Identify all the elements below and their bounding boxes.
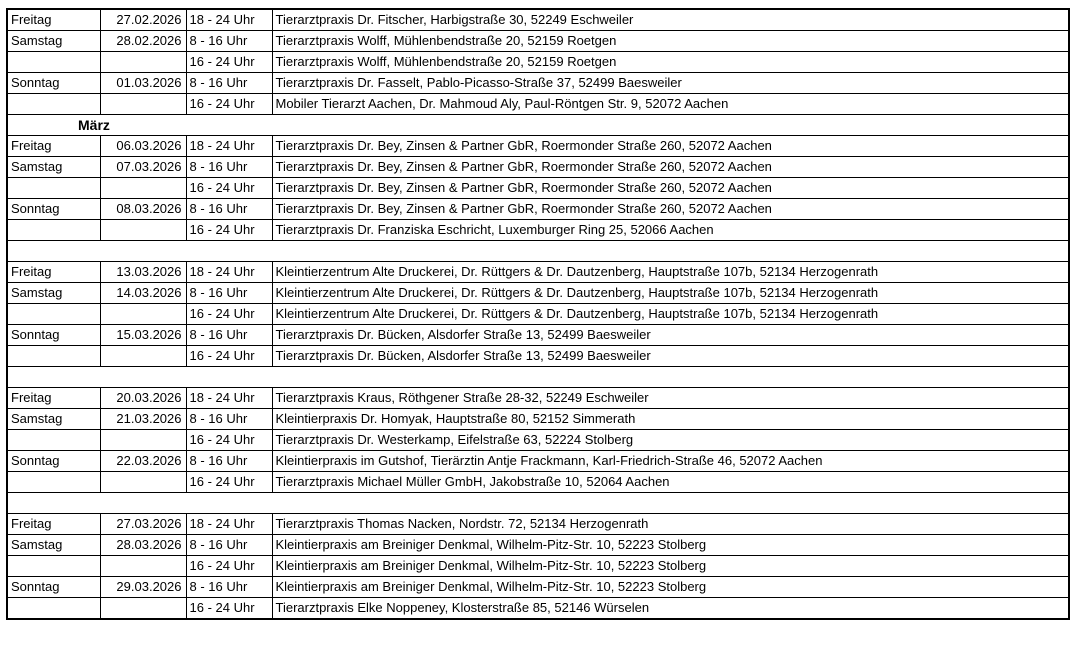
practice-cell: Tierarztpraxis Wolff, Mühlenbendstraße 20, 52159 Roetgen bbox=[272, 31, 1069, 52]
schedule-row bbox=[7, 577, 1069, 598]
practice-cell: Tierarztpraxis Dr. Bey, Zinsen & Partner GbR, Roermonder Straße 260, 52072 Aachen bbox=[272, 199, 1069, 220]
schedule-row bbox=[7, 31, 1069, 52]
time-cell: 16 - 24 Uhr bbox=[186, 52, 272, 73]
schedule-row bbox=[7, 157, 1069, 178]
time-cell: 18 - 24 Uhr bbox=[186, 136, 272, 157]
date-cell bbox=[100, 346, 186, 367]
schedule-row bbox=[7, 136, 1069, 157]
date-cell bbox=[100, 94, 186, 115]
date-cell bbox=[100, 472, 186, 493]
date-cell: 07.03.2026 bbox=[100, 157, 186, 178]
day-cell: Samstag bbox=[7, 31, 100, 52]
practice-cell: Kleintierpraxis am Breiniger Denkmal, Wilhelm-Pitz-Str. 10, 52223 Stolberg bbox=[272, 556, 1069, 577]
time-cell: 8 - 16 Uhr bbox=[186, 325, 272, 346]
time-cell: 18 - 24 Uhr bbox=[186, 262, 272, 283]
practice-cell: Tierarztpraxis Michael Müller GmbH, Jakobstraße 10, 52064 Aachen bbox=[272, 472, 1069, 493]
schedule-row bbox=[7, 409, 1069, 430]
schedule-row bbox=[7, 451, 1069, 472]
date-cell: 27.02.2026 bbox=[100, 9, 186, 31]
schedule-row bbox=[7, 220, 1069, 241]
date-cell bbox=[100, 598, 186, 620]
spacer-cell bbox=[7, 493, 1069, 514]
schedule-row bbox=[7, 472, 1069, 493]
day-cell: Freitag bbox=[7, 136, 100, 157]
time-cell: 18 - 24 Uhr bbox=[186, 514, 272, 535]
schedule-row bbox=[7, 262, 1069, 283]
day-cell bbox=[7, 178, 100, 199]
day-cell bbox=[7, 304, 100, 325]
date-cell bbox=[100, 304, 186, 325]
day-cell: Sonntag bbox=[7, 577, 100, 598]
practice-cell: Kleintierpraxis Dr. Homyak, Hauptstraße 80, 52152 Simmerath bbox=[272, 409, 1069, 430]
month-header-row bbox=[7, 115, 1069, 136]
time-cell: 16 - 24 Uhr bbox=[186, 220, 272, 241]
day-cell: Sonntag bbox=[7, 325, 100, 346]
date-cell: 13.03.2026 bbox=[100, 262, 186, 283]
practice-cell: Tierarztpraxis Dr. Franziska Eschricht, Luxemburger Ring 25, 52066 Aachen bbox=[272, 220, 1069, 241]
schedule-row bbox=[7, 346, 1069, 367]
schedule-row bbox=[7, 556, 1069, 577]
date-cell: 21.03.2026 bbox=[100, 409, 186, 430]
date-cell: 01.03.2026 bbox=[100, 73, 186, 94]
time-cell: 16 - 24 Uhr bbox=[186, 178, 272, 199]
time-cell: 8 - 16 Uhr bbox=[186, 409, 272, 430]
schedule-row bbox=[7, 94, 1069, 115]
practice-cell: Tierarztpraxis Elke Noppeney, Klosterstraße 85, 52146 Würselen bbox=[272, 598, 1069, 620]
spacer-cell bbox=[7, 241, 1069, 262]
time-cell: 16 - 24 Uhr bbox=[186, 94, 272, 115]
time-cell: 18 - 24 Uhr bbox=[186, 388, 272, 409]
practice-cell: Tierarztpraxis Dr. Fasselt, Pablo-Picasso-Straße 37, 52499 Baesweiler bbox=[272, 73, 1069, 94]
practice-cell: Tierarztpraxis Dr. Westerkamp, Eifelstraße 63, 52224 Stolberg bbox=[272, 430, 1069, 451]
schedule-row bbox=[7, 514, 1069, 535]
time-cell: 18 - 24 Uhr bbox=[186, 9, 272, 31]
schedule-row bbox=[7, 178, 1069, 199]
date-cell: 29.03.2026 bbox=[100, 577, 186, 598]
day-cell bbox=[7, 430, 100, 451]
schedule-row bbox=[7, 325, 1069, 346]
day-cell: Freitag bbox=[7, 514, 100, 535]
date-cell: 27.03.2026 bbox=[100, 514, 186, 535]
day-cell: Sonntag bbox=[7, 451, 100, 472]
schedule-row bbox=[7, 388, 1069, 409]
date-cell: 20.03.2026 bbox=[100, 388, 186, 409]
day-cell bbox=[7, 556, 100, 577]
day-cell bbox=[7, 472, 100, 493]
practice-cell: Tierarztpraxis Dr. Bey, Zinsen & Partner GbR, Roermonder Straße 260, 52072 Aachen bbox=[272, 157, 1069, 178]
schedule-row bbox=[7, 283, 1069, 304]
time-cell: 16 - 24 Uhr bbox=[186, 430, 272, 451]
practice-cell: Kleintierpraxis am Breiniger Denkmal, Wilhelm-Pitz-Str. 10, 52223 Stolberg bbox=[272, 577, 1069, 598]
day-cell: Freitag bbox=[7, 388, 100, 409]
time-cell: 8 - 16 Uhr bbox=[186, 283, 272, 304]
time-cell: 8 - 16 Uhr bbox=[186, 451, 272, 472]
day-cell bbox=[7, 346, 100, 367]
schedule-row bbox=[7, 304, 1069, 325]
practice-cell: Kleintierpraxis am Breiniger Denkmal, Wilhelm-Pitz-Str. 10, 52223 Stolberg bbox=[272, 535, 1069, 556]
date-cell: 22.03.2026 bbox=[100, 451, 186, 472]
practice-cell: Tierarztpraxis Dr. Bücken, Alsdorfer Straße 13, 52499 Baesweiler bbox=[272, 325, 1069, 346]
spacer-cell bbox=[7, 367, 1069, 388]
day-cell: Samstag bbox=[7, 157, 100, 178]
schedule-row bbox=[7, 52, 1069, 73]
schedule-row bbox=[7, 430, 1069, 451]
day-cell: Samstag bbox=[7, 535, 100, 556]
date-cell bbox=[100, 52, 186, 73]
date-cell bbox=[100, 220, 186, 241]
practice-cell: Tierarztpraxis Wolff, Mühlenbendstraße 20, 52159 Roetgen bbox=[272, 52, 1069, 73]
day-cell bbox=[7, 598, 100, 620]
day-cell: Freitag bbox=[7, 262, 100, 283]
date-cell bbox=[100, 178, 186, 199]
practice-cell: Tierarztpraxis Dr. Bücken, Alsdorfer Straße 13, 52499 Baesweiler bbox=[272, 346, 1069, 367]
schedule-row bbox=[7, 73, 1069, 94]
day-cell: Sonntag bbox=[7, 73, 100, 94]
day-cell bbox=[7, 220, 100, 241]
time-cell: 16 - 24 Uhr bbox=[186, 346, 272, 367]
schedule-row bbox=[7, 9, 1069, 31]
practice-cell: Tierarztpraxis Dr. Bey, Zinsen & Partner GbR, Roermonder Straße 260, 52072 Aachen bbox=[272, 178, 1069, 199]
practice-cell: Tierarztpraxis Thomas Nacken, Nordstr. 72, 52134 Herzogenrath bbox=[272, 514, 1069, 535]
date-cell bbox=[100, 556, 186, 577]
date-cell: 06.03.2026 bbox=[100, 136, 186, 157]
date-cell: 28.02.2026 bbox=[100, 31, 186, 52]
time-cell: 8 - 16 Uhr bbox=[186, 73, 272, 94]
spacer-row bbox=[7, 367, 1069, 388]
day-cell bbox=[7, 52, 100, 73]
spacer-row bbox=[7, 493, 1069, 514]
practice-cell: Kleintierzentrum Alte Druckerei, Dr. Rüttgers & Dr. Dautzenberg, Hauptstraße 107b, 52134 Herzogenrath bbox=[272, 283, 1069, 304]
time-cell: 8 - 16 Uhr bbox=[186, 535, 272, 556]
day-cell: Samstag bbox=[7, 283, 100, 304]
day-cell: Samstag bbox=[7, 409, 100, 430]
schedule-body bbox=[7, 9, 1069, 619]
day-cell: Freitag bbox=[7, 9, 100, 31]
practice-cell: Tierarztpraxis Kraus, Röthgener Straße 28-32, 52249 Eschweiler bbox=[272, 388, 1069, 409]
day-cell: Sonntag bbox=[7, 199, 100, 220]
emergency-duty-schedule-table bbox=[6, 8, 1070, 620]
time-cell: 16 - 24 Uhr bbox=[186, 472, 272, 493]
schedule-row bbox=[7, 535, 1069, 556]
time-cell: 8 - 16 Uhr bbox=[186, 199, 272, 220]
practice-cell: Kleintierzentrum Alte Druckerei, Dr. Rüttgers & Dr. Dautzenberg, Hauptstraße 107b, 52134 Herzogenrath bbox=[272, 304, 1069, 325]
time-cell: 16 - 24 Uhr bbox=[186, 598, 272, 620]
time-cell: 16 - 24 Uhr bbox=[186, 556, 272, 577]
time-cell: 16 - 24 Uhr bbox=[186, 304, 272, 325]
schedule-row bbox=[7, 199, 1069, 220]
date-cell: 28.03.2026 bbox=[100, 535, 186, 556]
practice-cell: Kleintierpraxis im Gutshof, Tierärztin Antje Frackmann, Karl-Friedrich-Straße 46, 52072 Aachen bbox=[272, 451, 1069, 472]
date-cell: 15.03.2026 bbox=[100, 325, 186, 346]
time-cell: 8 - 16 Uhr bbox=[186, 577, 272, 598]
practice-cell: Tierarztpraxis Dr. Fitscher, Harbigstraße 30, 52249 Eschweiler bbox=[272, 9, 1069, 31]
date-cell: 14.03.2026 bbox=[100, 283, 186, 304]
practice-cell: Mobiler Tierarzt Aachen, Dr. Mahmoud Aly, Paul-Röntgen Str. 9, 52072 Aachen bbox=[272, 94, 1069, 115]
time-cell: 8 - 16 Uhr bbox=[186, 157, 272, 178]
date-cell bbox=[100, 430, 186, 451]
practice-cell: Kleintierzentrum Alte Druckerei, Dr. Rüttgers & Dr. Dautzenberg, Hauptstraße 107b, 52134 Herzogenrath bbox=[272, 262, 1069, 283]
practice-cell: Tierarztpraxis Dr. Bey, Zinsen & Partner GbR, Roermonder Straße 260, 52072 Aachen bbox=[272, 136, 1069, 157]
month-heading: März bbox=[7, 115, 1069, 136]
day-cell bbox=[7, 94, 100, 115]
spacer-row bbox=[7, 241, 1069, 262]
date-cell: 08.03.2026 bbox=[100, 199, 186, 220]
time-cell: 8 - 16 Uhr bbox=[186, 31, 272, 52]
schedule-row bbox=[7, 598, 1069, 620]
